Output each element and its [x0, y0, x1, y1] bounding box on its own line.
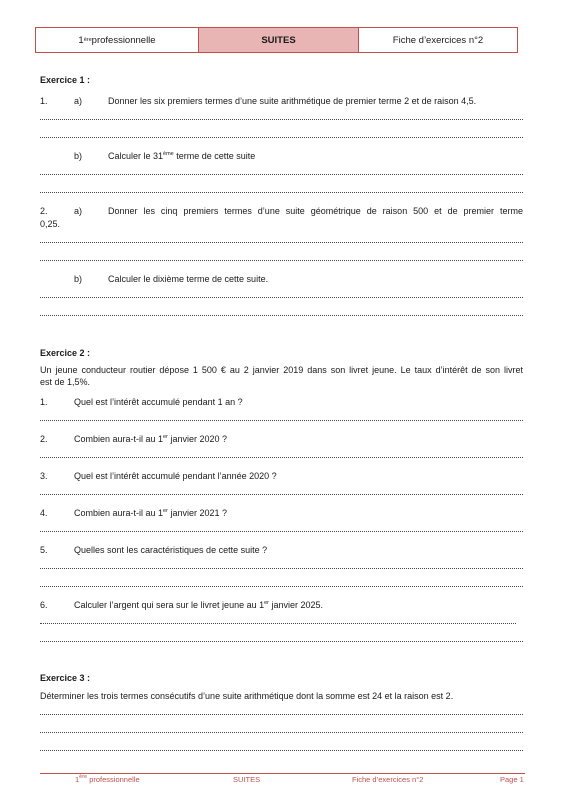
ex2-q6-number: 6.	[40, 600, 48, 610]
ex1-q1a-text: Donner les six premiers termes d’une suite arithmétique de premier terme 2 et de raison 4,5.	[108, 96, 477, 106]
ex2-q2-sup: er	[163, 434, 168, 440]
header-subject: SUITES	[199, 28, 359, 52]
ex2-intro-line2: est de 1,5%.	[40, 377, 91, 387]
ex2-q6-post: janvier 2025.	[269, 600, 324, 610]
ex2-q6-sup: er	[264, 600, 269, 606]
answer-line	[40, 567, 523, 569]
answer-line	[40, 585, 523, 587]
footer-level	[75, 775, 140, 784]
answer-line	[40, 640, 523, 642]
ex2-q4-number: 4.	[40, 508, 48, 518]
ex2-q6-text	[74, 599, 323, 611]
answer-line	[40, 296, 523, 298]
ex2-q1-number: 1.	[40, 397, 48, 407]
header-level-num: 1	[78, 34, 84, 46]
answer-line	[40, 173, 523, 175]
footer-page-number: Page 1	[500, 775, 524, 784]
ex2-q2-post: janvier 2020 ?	[167, 434, 227, 444]
answer-line	[40, 456, 523, 458]
ex2-q5-number: 5.	[40, 545, 48, 555]
ex2-q4-pre: Combien aura-t-il au 1	[74, 508, 164, 518]
answer-line	[40, 731, 523, 733]
answer-line	[40, 622, 516, 624]
header-level-rest: professionnelle	[91, 34, 156, 46]
ex2-q4-text	[74, 507, 227, 519]
ex3-title: Exercice 3 :	[40, 673, 91, 683]
ex1-q1b-letter: b)	[74, 151, 83, 161]
answer-line	[40, 419, 523, 421]
ex1-title: Exercice 1 :	[40, 75, 91, 85]
answer-line	[40, 493, 523, 495]
ex1-q1-number: 1.	[40, 96, 48, 106]
ex2-q3-number: 3.	[40, 471, 48, 481]
footer-level-rest: professionnelle	[87, 775, 140, 784]
header-sheet: Fiche d’exercices n°2	[392, 34, 484, 46]
ex2-q4-sup: er	[163, 508, 168, 514]
ex2-q1-text: Quel est l’intérêt accumulé pendant 1 an ?	[74, 397, 243, 407]
ex1-q2-number: 2.	[40, 206, 48, 216]
ex1-q2b-text: Calculer le dixième terme de cette suite.	[108, 274, 269, 284]
ex2-intro-line1: Un jeune conducteur routier dépose 1 500 € au 2 janvier 2019 dans son livret jeune. Le taux d’intérêt de son livret	[40, 365, 523, 375]
answer-line	[40, 713, 523, 715]
answer-line	[40, 314, 523, 316]
footer-level-num: 1	[75, 775, 80, 784]
ex1-q1b-sup: ème	[163, 151, 174, 157]
answer-line	[40, 191, 523, 193]
header-level: 1 ère professionnelle	[36, 28, 199, 52]
answer-line	[40, 136, 523, 138]
ex1-q2a-text-line2: 0,25.	[40, 219, 61, 229]
footer-sheet: Fiche d’exercices n°2	[352, 775, 424, 784]
header-table	[35, 27, 518, 53]
ex1-q2a-text-line1: Donner les cinq premiers termes d’une suite géométrique de raison 500 et de premier terme	[108, 206, 523, 216]
ex1-q2b-letter: b)	[74, 274, 83, 284]
ex1-q1b-post: terme de cette suite	[173, 151, 256, 161]
ex3-text: Déterminer les trois termes consécutifs d’une suite arithmétique dont la somme est 24 et la raison est 2.	[40, 691, 454, 701]
ex2-q2-pre: Combien aura-t-il au 1	[74, 434, 164, 444]
ex1-q1b-text	[108, 150, 255, 162]
footer-rule	[40, 773, 525, 774]
answer-line	[40, 530, 523, 532]
footer-subject: SUITES	[233, 775, 261, 784]
ex2-q5-text: Quelles sont les caractéristiques de cette suite ?	[74, 545, 268, 555]
ex2-q4-post: janvier 2021 ?	[167, 508, 227, 518]
answer-line	[40, 749, 523, 751]
footer-level-sup: ère	[79, 774, 88, 780]
ex1-q1a-letter: a)	[74, 96, 83, 106]
ex1-q2a-letter: a)	[74, 206, 83, 216]
ex2-title: Exercice 2 :	[40, 348, 91, 358]
answer-line	[40, 241, 523, 243]
ex1-q1b-pre: Calculer le 31	[108, 151, 164, 161]
answer-line	[40, 259, 523, 261]
ex2-q2-number: 2.	[40, 434, 48, 444]
answer-line	[40, 118, 523, 120]
ex2-q3-text: Quel est l’intérêt accumulé pendant l’année 2020 ?	[74, 471, 277, 481]
ex2-q2-text	[74, 433, 227, 445]
ex2-q6-pre: Calculer l’argent qui sera sur le livret jeune au 1	[74, 600, 265, 610]
